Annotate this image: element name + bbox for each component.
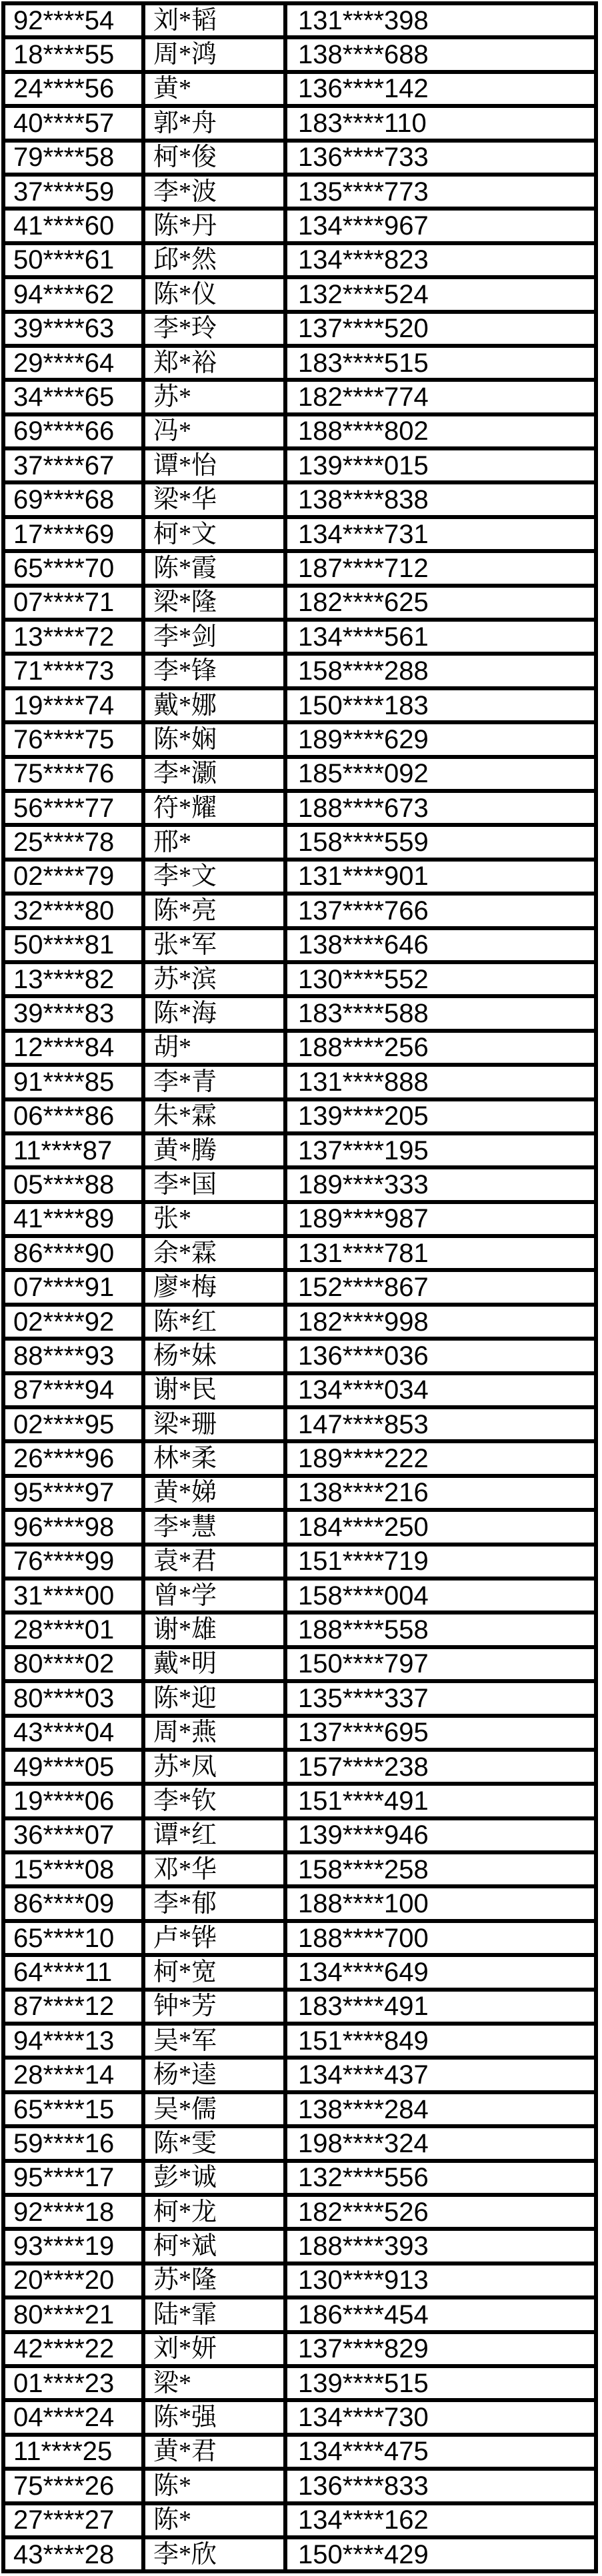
masked-name-cell: 袁*君 <box>145 1547 283 1577</box>
masked-name-cell: 李*玲 <box>145 314 283 344</box>
masked-name-cell: 曾*学 <box>145 1581 283 1610</box>
masked-name-cell: 黄*君 <box>145 2437 283 2467</box>
masked-id-cell: 95****17 <box>5 2163 141 2193</box>
masked-id-cell: 32****80 <box>5 896 141 926</box>
masked-id-cell: 34****65 <box>5 382 141 412</box>
masked-name-cell: 谭*怡 <box>145 450 283 480</box>
masked-phone-cell: 158****288 <box>287 656 594 686</box>
masked-phone-cell: 150****797 <box>287 1649 594 1679</box>
masked-id-cell: 29****64 <box>5 348 141 378</box>
masked-id-cell: 88****93 <box>5 1341 141 1371</box>
masked-id-cell: 79****58 <box>5 143 141 173</box>
masked-id-cell: 02****92 <box>5 1307 141 1337</box>
masked-name-cell: 柯*宽 <box>145 1957 283 1987</box>
masked-phone-cell: 150****429 <box>287 2539 594 2569</box>
masked-name-cell: 朱*霖 <box>145 1101 283 1131</box>
masked-id-cell: 95****97 <box>5 1478 141 1508</box>
masked-name-cell: 李*锋 <box>145 656 283 686</box>
masked-id-cell: 04****24 <box>5 2402 141 2432</box>
masked-phone-cell: 182****526 <box>287 2197 594 2227</box>
masked-id-cell: 92****18 <box>5 2197 141 2227</box>
masked-phone-cell: 186****454 <box>287 2299 594 2329</box>
masked-id-cell: 02****79 <box>5 862 141 892</box>
masked-name-cell: 黄*娣 <box>145 1478 283 1508</box>
masked-id-cell: 28****14 <box>5 2060 141 2090</box>
masked-phone-cell: 139****946 <box>287 1820 594 1850</box>
masked-name-cell: 陈* <box>145 2505 283 2535</box>
masked-name-cell: 陈*霞 <box>145 553 283 583</box>
masked-id-cell: 86****90 <box>5 1238 141 1268</box>
masked-phone-cell: 132****556 <box>287 2163 594 2193</box>
masked-phone-cell: 130****913 <box>287 2265 594 2295</box>
masked-phone-cell: 152****867 <box>287 1272 594 1302</box>
masked-name-cell: 钟*芳 <box>145 1992 283 2022</box>
masked-id-cell: 15****08 <box>5 1854 141 1884</box>
masked-id-cell: 87****94 <box>5 1375 141 1405</box>
masked-name-cell: 梁*珊 <box>145 1409 283 1439</box>
masked-name-cell: 柯*文 <box>145 519 283 549</box>
masked-id-cell: 71****73 <box>5 656 141 686</box>
masked-name-cell: 陈*迎 <box>145 1683 283 1713</box>
masked-name-cell: 柯*斌 <box>145 2231 283 2261</box>
masked-name-cell: 李*剑 <box>145 622 283 652</box>
masked-name-cell: 柯*龙 <box>145 2197 283 2227</box>
masked-id-cell: 12****84 <box>5 1033 141 1063</box>
masked-id-cell: 20****20 <box>5 2265 141 2295</box>
masked-name-cell: 戴*娜 <box>145 690 283 720</box>
masked-id-cell: 19****74 <box>5 690 141 720</box>
masked-phone-cell: 134****561 <box>287 622 594 652</box>
masked-id-cell: 28****01 <box>5 1614 141 1644</box>
masked-id-cell: 36****07 <box>5 1820 141 1850</box>
masked-name-cell: 梁* <box>145 2368 283 2398</box>
masked-id-cell: 91****85 <box>5 1067 141 1097</box>
masked-name-cell: 冯* <box>145 416 283 446</box>
masked-name-cell: 黄* <box>145 74 283 104</box>
masked-id-cell: 64****11 <box>5 1957 141 1987</box>
masked-name-cell: 苏*滨 <box>145 964 283 994</box>
masked-name-cell: 陈* <box>145 2471 283 2501</box>
masked-name-cell: 邓*华 <box>145 1854 283 1884</box>
masked-phone-cell: 138****646 <box>287 930 594 960</box>
masked-name-cell: 陈*红 <box>145 1307 283 1337</box>
masked-phone-cell: 158****004 <box>287 1581 594 1610</box>
masked-phone-cell: 138****688 <box>287 39 594 69</box>
masked-id-cell: 49****05 <box>5 1752 141 1782</box>
masked-id-cell: 39****83 <box>5 998 141 1028</box>
masked-phone-cell: 137****695 <box>287 1718 594 1748</box>
masked-id-cell: 43****04 <box>5 1718 141 1748</box>
masked-id-cell: 07****91 <box>5 1272 141 1302</box>
masked-name-cell: 李*慧 <box>145 1512 283 1542</box>
masked-id-cell: 56****77 <box>5 793 141 823</box>
masked-phone-cell: 187****712 <box>287 553 594 583</box>
masked-phone-cell: 198****324 <box>287 2128 594 2158</box>
masked-participants-table <box>1 1 598 2573</box>
masked-id-cell: 80****03 <box>5 1683 141 1713</box>
masked-name-cell: 陈*雯 <box>145 2128 283 2158</box>
masked-id-cell: 06****86 <box>5 1101 141 1131</box>
masked-phone-cell: 137****195 <box>287 1135 594 1165</box>
masked-name-cell: 苏*隆 <box>145 2265 283 2295</box>
masked-id-cell: 11****87 <box>5 1135 141 1165</box>
masked-id-cell: 94****62 <box>5 279 141 309</box>
masked-phone-cell: 139****205 <box>287 1101 594 1131</box>
masked-id-cell: 80****21 <box>5 2299 141 2329</box>
masked-name-cell: 陈*亮 <box>145 896 283 926</box>
masked-name-cell: 梁*华 <box>145 484 283 514</box>
masked-id-cell: 37****67 <box>5 450 141 480</box>
masked-id-cell: 37****59 <box>5 177 141 207</box>
masked-name-cell: 吴*儒 <box>145 2094 283 2124</box>
masked-phone-cell: 139****015 <box>287 450 594 480</box>
masked-name-cell: 周*燕 <box>145 1718 283 1748</box>
masked-name-cell: 陈*娴 <box>145 724 283 754</box>
masked-name-cell: 陈*丹 <box>145 211 283 241</box>
masked-name-cell: 胡* <box>145 1033 283 1063</box>
masked-name-cell: 邱*然 <box>145 245 283 275</box>
masked-id-cell: 27****27 <box>5 2505 141 2535</box>
masked-phone-cell: 182****998 <box>287 1307 594 1337</box>
masked-id-cell: 41****89 <box>5 1204 141 1234</box>
masked-phone-cell: 189****222 <box>287 1443 594 1473</box>
masked-name-cell: 陈*强 <box>145 2402 283 2432</box>
masked-id-cell: 40****57 <box>5 108 141 138</box>
masked-phone-cell: 131****781 <box>287 1238 594 1268</box>
masked-id-cell: 26****96 <box>5 1443 141 1473</box>
masked-name-cell: 刘*妍 <box>145 2334 283 2364</box>
masked-phone-cell: 188****100 <box>287 1888 594 1918</box>
masked-id-cell: 05****88 <box>5 1169 141 1199</box>
masked-phone-cell: 136****142 <box>287 74 594 104</box>
masked-name-cell: 陈*海 <box>145 998 283 1028</box>
masked-phone-cell: 132****524 <box>287 279 594 309</box>
masked-phone-cell: 134****162 <box>287 2505 594 2535</box>
masked-phone-cell: 151****849 <box>287 2026 594 2056</box>
masked-phone-cell: 189****629 <box>287 724 594 754</box>
table-grid <box>1 1 598 2573</box>
masked-phone-cell: 136****036 <box>287 1341 594 1371</box>
masked-phone-cell: 188****558 <box>287 1614 594 1644</box>
masked-phone-cell: 188****393 <box>287 2231 594 2261</box>
masked-name-cell: 余*霖 <box>145 1238 283 1268</box>
masked-phone-cell: 185****092 <box>287 759 594 789</box>
masked-name-cell: 戴*明 <box>145 1649 283 1679</box>
masked-phone-cell: 158****258 <box>287 1854 594 1884</box>
masked-name-cell: 林*柔 <box>145 1443 283 1473</box>
masked-id-cell: 39****63 <box>5 314 141 344</box>
masked-name-cell: 李*国 <box>145 1169 283 1199</box>
masked-phone-cell: 147****853 <box>287 1409 594 1439</box>
masked-phone-cell: 135****337 <box>287 1683 594 1713</box>
masked-phone-cell: 134****967 <box>287 211 594 241</box>
masked-phone-cell: 135****773 <box>287 177 594 207</box>
masked-phone-cell: 137****520 <box>287 314 594 344</box>
masked-id-cell: 25****78 <box>5 827 141 857</box>
masked-name-cell: 谢*民 <box>145 1375 283 1405</box>
masked-phone-cell: 150****183 <box>287 690 594 720</box>
masked-name-cell: 杨*逵 <box>145 2060 283 2090</box>
masked-phone-cell: 138****838 <box>287 484 594 514</box>
masked-name-cell: 彭*诚 <box>145 2163 283 2193</box>
masked-phone-cell: 184****250 <box>287 1512 594 1542</box>
masked-id-cell: 75****76 <box>5 759 141 789</box>
masked-id-cell: 76****75 <box>5 724 141 754</box>
masked-phone-cell: 134****649 <box>287 1957 594 1987</box>
masked-phone-cell: 138****284 <box>287 2094 594 2124</box>
masked-id-cell: 02****95 <box>5 1409 141 1439</box>
masked-name-cell: 梁*隆 <box>145 588 283 618</box>
masked-name-cell: 张* <box>145 1204 283 1234</box>
masked-name-cell: 李*文 <box>145 862 283 892</box>
masked-name-cell: 苏*凤 <box>145 1752 283 1782</box>
masked-phone-cell: 183****515 <box>287 348 594 378</box>
masked-id-cell: 17****69 <box>5 519 141 549</box>
masked-phone-cell: 137****766 <box>287 896 594 926</box>
masked-name-cell: 谭*红 <box>145 1820 283 1850</box>
masked-name-cell: 郭*舟 <box>145 108 283 138</box>
masked-id-cell: 11****25 <box>5 2437 141 2467</box>
masked-name-cell: 苏* <box>145 382 283 412</box>
masked-name-cell: 黄*腾 <box>145 1135 283 1165</box>
masked-id-cell: 50****61 <box>5 245 141 275</box>
masked-phone-cell: 158****559 <box>287 827 594 857</box>
masked-id-cell: 65****15 <box>5 2094 141 2124</box>
masked-phone-cell: 137****829 <box>287 2334 594 2364</box>
masked-phone-cell: 188****802 <box>287 416 594 446</box>
masked-id-cell: 59****16 <box>5 2128 141 2158</box>
masked-id-cell: 31****00 <box>5 1581 141 1610</box>
masked-phone-cell: 188****673 <box>287 793 594 823</box>
masked-id-cell: 65****10 <box>5 1923 141 1953</box>
masked-phone-cell: 189****987 <box>287 1204 594 1234</box>
masked-phone-cell: 134****437 <box>287 2060 594 2090</box>
masked-name-cell: 廖*梅 <box>145 1272 283 1302</box>
masked-id-cell: 69****68 <box>5 484 141 514</box>
masked-name-cell: 符*耀 <box>145 793 283 823</box>
masked-name-cell: 陈*仪 <box>145 279 283 309</box>
masked-phone-cell: 136****833 <box>287 2471 594 2501</box>
masked-phone-cell: 157****238 <box>287 1752 594 1782</box>
masked-id-cell: 75****26 <box>5 2471 141 2501</box>
masked-name-cell: 李*青 <box>145 1067 283 1097</box>
masked-phone-cell: 188****256 <box>287 1033 594 1063</box>
masked-phone-cell: 136****733 <box>287 143 594 173</box>
masked-id-cell: 19****06 <box>5 1786 141 1816</box>
masked-phone-cell: 182****774 <box>287 382 594 412</box>
masked-id-cell: 13****82 <box>5 964 141 994</box>
masked-name-cell: 吴*军 <box>145 2026 283 2056</box>
masked-id-cell: 41****60 <box>5 211 141 241</box>
masked-id-cell: 93****19 <box>5 2231 141 2261</box>
masked-name-cell: 柯*俊 <box>145 143 283 173</box>
masked-phone-cell: 134****823 <box>287 245 594 275</box>
masked-phone-cell: 188****700 <box>287 1923 594 1953</box>
masked-id-cell: 24****56 <box>5 74 141 104</box>
masked-phone-cell: 189****333 <box>287 1169 594 1199</box>
masked-name-cell: 李*钦 <box>145 1786 283 1816</box>
masked-id-cell: 13****72 <box>5 622 141 652</box>
masked-id-cell: 18****55 <box>5 39 141 69</box>
masked-phone-cell: 151****719 <box>287 1547 594 1577</box>
masked-id-cell: 42****22 <box>5 2334 141 2364</box>
masked-phone-cell: 130****552 <box>287 964 594 994</box>
masked-name-cell: 谢*雄 <box>145 1614 283 1644</box>
masked-name-cell: 李*欣 <box>145 2539 283 2569</box>
masked-id-cell: 01****23 <box>5 2368 141 2398</box>
masked-id-cell: 65****70 <box>5 553 141 583</box>
masked-id-cell: 50****81 <box>5 930 141 960</box>
masked-name-cell: 李*郁 <box>145 1888 283 1918</box>
masked-phone-cell: 182****625 <box>287 588 594 618</box>
masked-phone-cell: 131****888 <box>287 1067 594 1097</box>
masked-id-cell: 43****28 <box>5 2539 141 2569</box>
masked-phone-cell: 183****588 <box>287 998 594 1028</box>
masked-phone-cell: 183****491 <box>287 1992 594 2022</box>
masked-name-cell: 周*鸿 <box>145 39 283 69</box>
masked-name-cell: 杨*妹 <box>145 1341 283 1371</box>
masked-id-cell: 96****98 <box>5 1512 141 1542</box>
masked-id-cell: 80****02 <box>5 1649 141 1679</box>
masked-phone-cell: 134****730 <box>287 2402 594 2432</box>
masked-id-cell: 94****13 <box>5 2026 141 2056</box>
masked-id-cell: 76****99 <box>5 1547 141 1577</box>
masked-phone-cell: 131****398 <box>287 5 594 35</box>
masked-phone-cell: 134****475 <box>287 2437 594 2467</box>
masked-id-cell: 86****09 <box>5 1888 141 1918</box>
masked-name-cell: 陆*霏 <box>145 2299 283 2329</box>
masked-id-cell: 87****12 <box>5 1992 141 2022</box>
masked-phone-cell: 134****731 <box>287 519 594 549</box>
masked-id-cell: 92****54 <box>5 5 141 35</box>
masked-phone-cell: 134****034 <box>287 1375 594 1405</box>
masked-id-cell: 69****66 <box>5 416 141 446</box>
masked-name-cell: 李*波 <box>145 177 283 207</box>
masked-name-cell: 邢* <box>145 827 283 857</box>
masked-phone-cell: 139****515 <box>287 2368 594 2398</box>
masked-id-cell: 07****71 <box>5 588 141 618</box>
masked-phone-cell: 138****216 <box>287 1478 594 1508</box>
masked-name-cell: 郑*裕 <box>145 348 283 378</box>
masked-name-cell: 李*灏 <box>145 759 283 789</box>
masked-name-cell: 刘*韬 <box>145 5 283 35</box>
masked-name-cell: 卢*铧 <box>145 1923 283 1953</box>
masked-phone-cell: 183****110 <box>287 108 594 138</box>
masked-phone-cell: 131****901 <box>287 862 594 892</box>
masked-phone-cell: 151****491 <box>287 1786 594 1816</box>
masked-name-cell: 张*军 <box>145 930 283 960</box>
